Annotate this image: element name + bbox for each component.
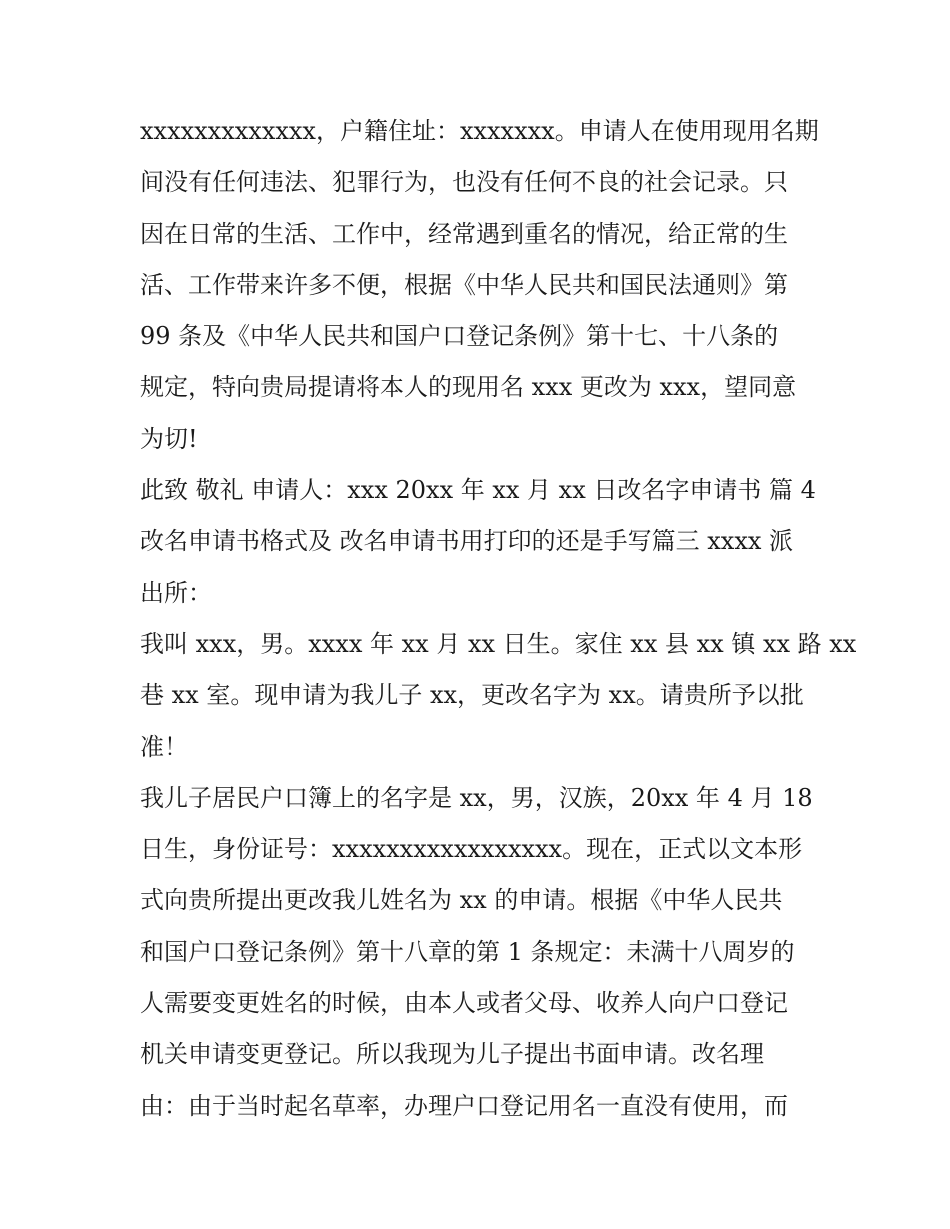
text-line: 由：由于当时起名草率，办理户口登记用名一直没有使用，而 (140, 1091, 788, 1120)
document-body (140, 106, 857, 1132)
text-line: 间没有任何违法、犯罪行为，也没有任何不良的社会记录。只 (140, 168, 788, 197)
text-line: 巷 xx 室。现申请为我儿子 xx，更改名字为 xx。请贵所予以批 (140, 681, 804, 710)
text-line: 改名申请书格式及 改名申请书用打印的还是手写篇三 xxxx 派 (140, 527, 794, 556)
text-line: 此致 敬礼 申请人：xxx 20xx 年 xx 月 xx 日改名字申请书 篇 4 (140, 476, 816, 505)
text-line: 日生，身份证号：xxxxxxxxxxxxxxxxx。现在，正式以文本形 (140, 835, 803, 864)
text-line: 我叫 xxx，男。xxxx 年 xx 月 xx 日生。家住 xx 县 xx 镇 xx 路 xx (140, 629, 857, 658)
text-line: 准！ (140, 732, 188, 761)
text-line: 99 条及《中华人民共和国户口登记条例》第十七、十八条的 (140, 322, 779, 351)
text-line: 我儿子居民户口簿上的名字是 xx，男，汉族，20xx 年 4 月 18 (140, 783, 813, 812)
text-line: 活、工作带来许多不便，根据《中华人民共和国民法通则》第 (140, 270, 788, 299)
text-line: 式向贵所提出更改我儿姓名为 xx 的申请。根据《中华人民共 (140, 886, 783, 915)
text-line: 为切! (140, 424, 198, 453)
text-line: 人需要变更姓名的时候，由本人或者父母、收养人向户口登记 (140, 989, 788, 1018)
text-line: 机关申请变更登记。所以我现为儿子提出书面申请。改名理 (140, 1040, 764, 1069)
text-line: 和国户口登记条例》第十八章的第 1 条规定：未满十八周岁的 (140, 937, 795, 966)
text-line: xxxxxxxxxxxxx，户籍住址：xxxxxxx。申请人在使用现用名期 (140, 117, 819, 145)
text-line: 规定，特向贵局提请将本人的现用名 xxx 更改为 xxx，望同意 (140, 373, 797, 402)
text-line: 因在日常的生活、工作中，经常遇到重名的情况，给正常的生 (140, 219, 788, 248)
text-line: 出所： (140, 578, 212, 607)
